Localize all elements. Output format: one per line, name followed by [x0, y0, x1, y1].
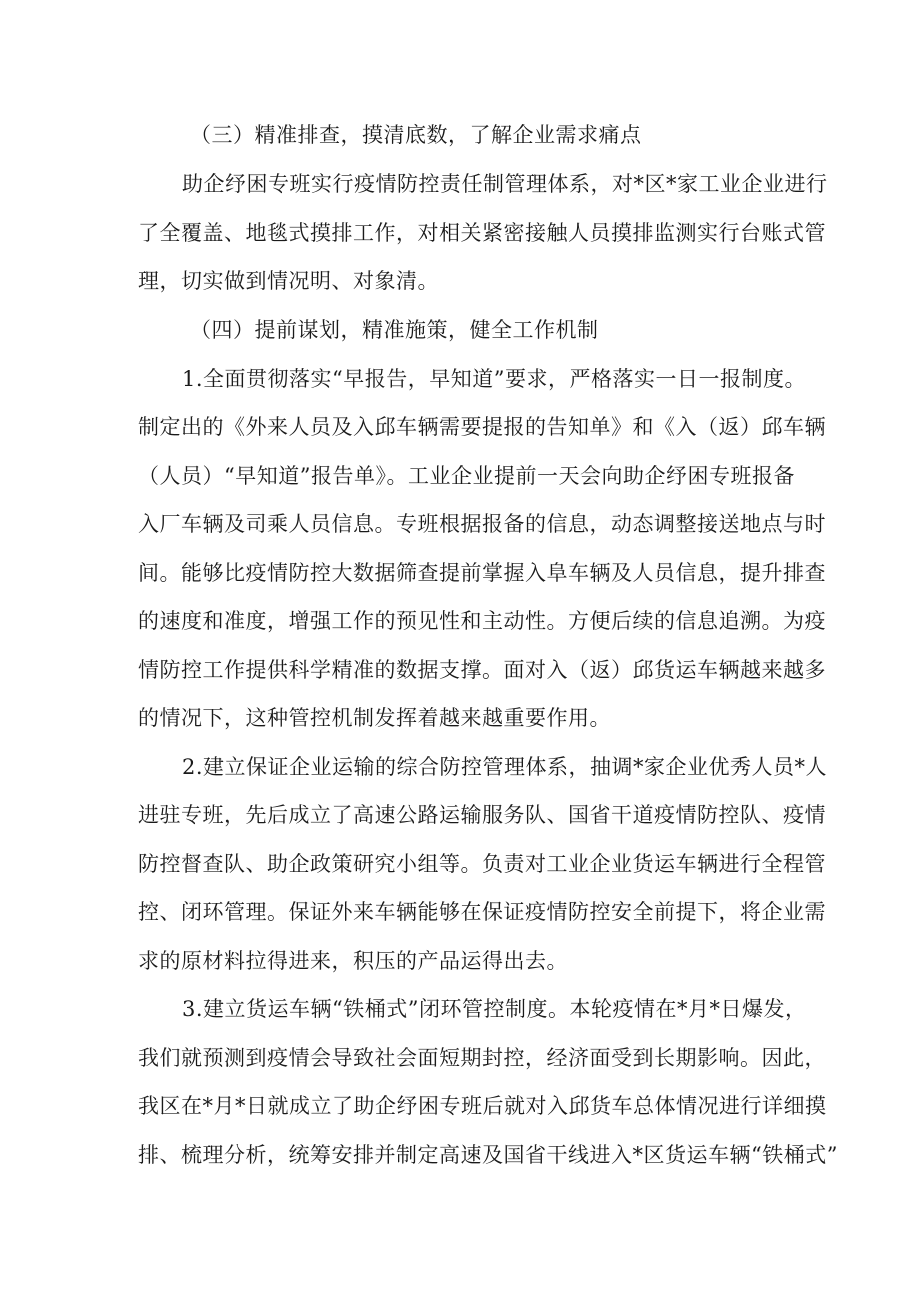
- paragraph-line: 助企纾困专班实行疫情防控责任制管理体系，对*区*家工业企业进行: [182, 172, 828, 196]
- item-3-line: 我区在*月*日就成立了助企纾困专班后就对入邱货车总体情况进行详细摸: [138, 1094, 827, 1118]
- item-1-line: 情防控工作提供科学精准的数据支撑。面对入（返）邱货运车辆越来越多: [138, 658, 826, 682]
- section-3-heading: （三）精准排查，摸清底数，了解企业需求痛点: [190, 123, 642, 147]
- item-1-line: 入厂车辆及司乘人员信息。专班根据报备的信息，动态调整接送地点与时: [138, 512, 826, 536]
- item-1-line: 的情况下，这种管控机制发挥着越来越重要作用。: [138, 706, 611, 730]
- item-3-line: 3.建立货运车辆“铁桶式”闭环管控制度。本轮疫情在*月*日爆发，: [182, 997, 807, 1021]
- item-1-line: 的速度和准度，增强工作的预见性和主动性。方便后续的信息追溯。为疫: [138, 609, 826, 633]
- paragraph-line: 理，切实做到情况明、对象清。: [138, 269, 439, 293]
- item-2-line: 进驻专班，先后成立了高速公路运输服务队、国省干道疫情防控队、疫情: [138, 803, 826, 827]
- item-3-line: 排、梳理分析，统筹安排并制定高速及国省干线进入*区货运车辆“铁桶式”: [138, 1143, 838, 1167]
- item-1-line: （人员）“早知道”报告单》。工业企业提前一天会向助企纾困专班报备: [138, 464, 795, 488]
- section-4-heading: （四）提前谋划，精准施策，健全工作机制: [190, 318, 599, 342]
- item-1-line: 1.全面贯彻落实“早报告，早知道”要求，严格落实一日一报制度。: [182, 367, 807, 391]
- item-2-line: 求的原材料拉得进来，积压的产品运得出去。: [138, 949, 568, 973]
- item-1-line: 制定出的《外来人员及入邱车辆需要提报的告知单》和《入（返）邱车辆: [138, 415, 826, 439]
- item-2-line: 防控督查队、助企政策研究小组等。负责对工业企业货运车辆进行全程管: [138, 852, 826, 876]
- paragraph-line: 了全覆盖、地毯式摸排工作，对相关紧密接触人员摸排监测实行台账式管: [138, 221, 826, 245]
- item-3-line: 我们就预测到疫情会导致社会面短期封控，经济面受到长期影响。因此，: [138, 1046, 826, 1070]
- item-1-line: 间。能够比疫情防控大数据筛查提前掌握入阜车辆及人员信息，提升排查: [138, 561, 826, 585]
- item-2-line: 控、闭环管理。保证外来车辆能够在保证疫情防控安全前提下，将企业需: [138, 900, 826, 924]
- item-2-line: 2.建立保证企业运输的综合防控管理体系，抽调*家企业优秀人员*人: [182, 755, 828, 779]
